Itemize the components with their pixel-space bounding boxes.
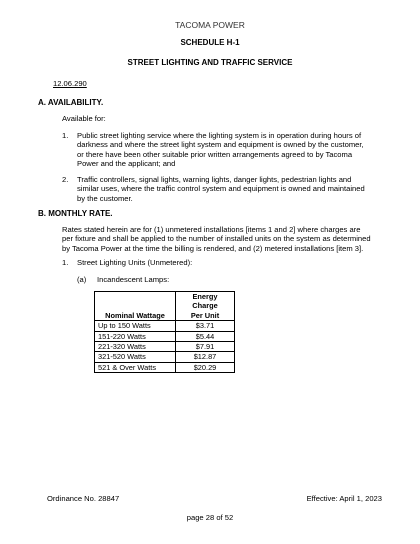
header-line: Energy Charge (192, 292, 218, 311)
sub-item-number: (a) (77, 275, 87, 284)
table-row (95, 362, 235, 372)
charge-cell: $20.29 (176, 362, 235, 372)
text-line: Power and the applicant; and (77, 159, 176, 169)
list-item-number: 1. (62, 258, 69, 267)
section-b-paragraph (62, 225, 407, 253)
wattage-cell: 521 & Over Watts (95, 362, 176, 372)
section-b-heading: B. MONTHLY RATE. (38, 209, 113, 218)
charge-cell: $3.71 (176, 321, 235, 331)
list-item-text (77, 175, 407, 203)
section-a-intro: Available for: (62, 114, 106, 123)
text-line: by Tacoma Power at the time the billing is rendered, and (2) metered installations [item 3]. (62, 243, 364, 253)
text-line: Rates stated herein are for (1) unmetered installations [items 1 and 2] where charges are (62, 225, 361, 234)
table-row (95, 321, 235, 331)
charge-cell: $12.87 (176, 352, 235, 362)
wattage-cell: 321-520 Watts (95, 352, 176, 362)
text-line: by the customer. (77, 193, 133, 203)
code-reference: 12.06.290 (53, 79, 87, 88)
text-line: Public street lighting service where the lighting system is in operation during hours of (77, 131, 362, 140)
table-header-row (95, 292, 235, 321)
list-item-number: 2. (62, 175, 69, 184)
wattage-cell: Up to 150 Watts (95, 321, 176, 331)
table-row (95, 342, 235, 352)
rate-table (94, 291, 235, 373)
list-item-text (77, 131, 407, 169)
page-number: page 28 of 52 (186, 513, 234, 522)
company-header: TACOMA POWER (175, 20, 245, 30)
charge-cell: $7.91 (176, 342, 235, 352)
column-header-wattage: Nominal Wattage (95, 292, 176, 321)
table-row (95, 331, 235, 341)
text-line: similar uses, where the traffic control system and equipment is owned and maintained (77, 184, 365, 194)
schedule-title: SCHEDULE H-1 (180, 38, 240, 47)
wattage-cell: 151-220 Watts (95, 331, 176, 341)
table-row (95, 352, 235, 362)
effective-date: Effective: April 1, 2023 (306, 494, 382, 503)
charge-cell: $5.44 (176, 331, 235, 341)
document-title: STREET LIGHTING AND TRAFFIC SERVICE (127, 58, 293, 67)
list-item-text: Street Lighting Units (Unmetered): (77, 258, 193, 267)
text-line: or there have been other suitable prior written arrangements agreed to by Tacoma (77, 149, 353, 159)
ordinance-number: Ordinance No. 28847 (47, 494, 120, 503)
sub-item-text: Incandescent Lamps: (97, 275, 170, 284)
text-line: per fixture and shall be applied to the number of installed units on the system as determined (62, 234, 371, 244)
text-line: Traffic controllers, signal lights, warning lights, danger lights, pedestrian lights and (77, 175, 352, 184)
section-a-heading: A. AVAILABILITY. (38, 98, 104, 107)
list-item-number: 1. (62, 131, 69, 140)
header-line: Per Unit (190, 310, 220, 320)
text-line: darkness and where the street light system and equipment is owned by the customer, (77, 140, 364, 150)
wattage-cell: 221-320 Watts (95, 342, 176, 352)
column-header-energy-charge (176, 292, 235, 321)
